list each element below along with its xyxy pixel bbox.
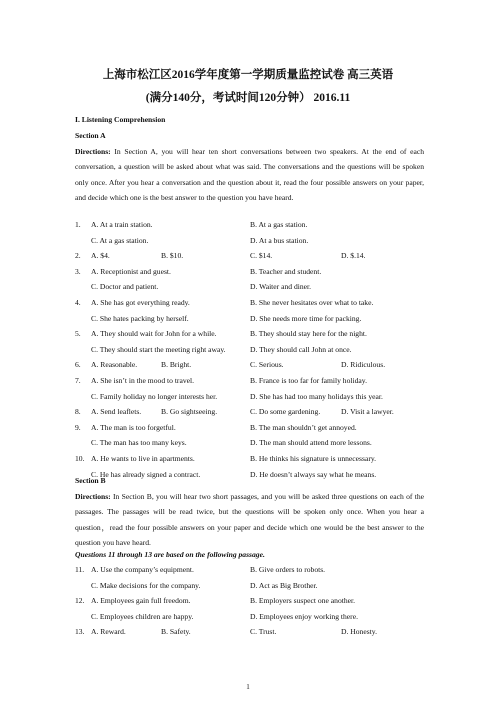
question-row [75, 581, 435, 593]
answer-option: B. Go sightseeing. [161, 407, 218, 417]
question-row [75, 407, 435, 419]
question-number: 7. [75, 376, 81, 385]
answer-option: A. Reward. [91, 627, 126, 637]
answer-option: D. Visit a lawyer. [341, 407, 394, 417]
question-number: 9. [75, 422, 81, 432]
answer-option: D. Act as Big Brother. [250, 580, 318, 590]
answer-option: B. Safety. [161, 627, 191, 637]
question-number: 5. [75, 329, 81, 339]
directions-b-text: In Section B, you will hear two short passages, and you will be asked three questions on each of the passages. The passages will be read twice, but the questions will be spoken only once. When you hear a question，read the four possible answers on your paper and decide which one would be the best answer to the question you have heard. [75, 492, 424, 547]
directions-b-label: Directions: [75, 492, 111, 501]
answer-option: A. Use the company’s equipment. [91, 565, 194, 574]
answer-option: D. Employees enjoy working there. [250, 611, 358, 621]
question-row [75, 470, 435, 482]
question-row [75, 345, 435, 357]
question-row [75, 454, 435, 466]
question-number: 8. [75, 407, 81, 417]
question-row [75, 612, 435, 624]
answer-option: B. $10. [161, 251, 184, 261]
part-heading: I. Listening Comprehension [75, 115, 166, 124]
answer-option: C. Family holiday no longer interests her. [91, 391, 218, 401]
question-number: 3. [75, 266, 81, 276]
answer-option: C. At a gas station. [91, 235, 149, 245]
answer-option: A. Employees gain full freedom. [91, 596, 191, 606]
answer-option: C. The man has too many keys. [91, 438, 187, 448]
question-number: 2. [75, 251, 81, 261]
directions-a [75, 144, 424, 205]
answer-option: A. The man is too forgetful. [91, 422, 176, 432]
answer-option: B. They should stay here for the night. [250, 329, 367, 339]
answer-option: A. Send leaflets. [91, 407, 142, 417]
answer-option: D. She has had too many holidays this year. [250, 391, 383, 401]
question-row [75, 220, 435, 232]
answer-option: D. The man should attend more lessons. [250, 438, 372, 448]
answer-option: C. Employees children are happy. [91, 611, 194, 621]
answer-option: C. Make decisions for the company. [91, 580, 201, 590]
question-row [75, 251, 435, 263]
question-row [75, 282, 435, 294]
answer-option: D. Honesty. [341, 627, 377, 637]
answer-option: B. The man shouldn’t get annoyed. [250, 422, 357, 432]
question-number: 11. [75, 565, 85, 574]
answer-option: B. Employers suspect one another. [250, 596, 356, 606]
question-row [75, 298, 435, 310]
page-number: 1 [246, 683, 250, 691]
section-a-heading: Section A [75, 131, 106, 140]
answer-option: B. She never hesitates over what to take. [250, 298, 374, 307]
directions-a-text: In Section A, you will hear ten short conversations between two speakers. At the end of each conversation, a question will be asked about what was said. The conversations and the questions will be spoken only once. After you hear a conversation and the question about it, read the four possible answers on your paper, and decide which one is the best answer to the question you have heard. [75, 147, 424, 202]
question-number: 12. [75, 596, 85, 606]
question-row [75, 314, 435, 326]
question-number: 10. [75, 454, 85, 463]
answer-option: C. Trust. [250, 627, 277, 637]
question-number: 4. [75, 298, 81, 307]
question-row [75, 329, 435, 341]
page-title: 上海市松江区2016学年度第一学期质量监控试卷 高三英语 [102, 69, 394, 81]
answer-option: C. Serious. [250, 360, 284, 370]
question-row [75, 596, 435, 608]
answer-option: A. She isn’t in the mood to travel. [91, 376, 194, 385]
answer-option: A. He wants to live in apartments. [91, 454, 195, 463]
answer-option: A. She has got everything ready. [91, 298, 190, 307]
answer-option: D. Ridiculous. [341, 360, 386, 370]
answer-option: A. $4. [91, 251, 110, 261]
question-row [75, 360, 435, 372]
answer-option: C. He has already signed a contract. [91, 469, 201, 479]
question-number: 13. [75, 627, 85, 637]
answer-option: D. At a bus station. [250, 235, 309, 245]
passage-note: Questions 11 through 13 are based on the following passage. [75, 550, 265, 559]
page-subtitle: (满分140分，考试时间120分钟） 2016.11 [145, 92, 351, 104]
answer-option: D. $.14. [341, 251, 366, 261]
answer-option: B. Teacher and student. [250, 266, 322, 276]
answer-option: A. Reasonable. [91, 360, 138, 370]
answer-option: A. They should wait for John for a while. [91, 329, 217, 339]
answer-option: D. She needs more time for packing. [250, 313, 362, 323]
answer-option: B. Give orders to robots. [250, 565, 326, 574]
question-row [75, 423, 435, 435]
answer-option: C. Do some gardening. [250, 407, 321, 417]
answer-option: D. Waiter and diner. [250, 282, 312, 292]
question-row [75, 267, 435, 279]
question-number: 6. [75, 360, 81, 370]
answer-option: C. Doctor and patient. [91, 282, 159, 292]
answer-option: C. She hates packing by herself. [91, 313, 189, 323]
question-row [75, 376, 435, 388]
answer-option: A. Receptionist and guest. [91, 266, 171, 276]
answer-option: D. He doesn’t always say what he means. [250, 469, 377, 479]
question-number: 1. [75, 220, 81, 229]
question-row [75, 565, 435, 577]
question-row [75, 392, 435, 404]
question-row [75, 236, 435, 248]
directions-a-label: Directions: [75, 147, 111, 156]
answer-option: A. At a train station. [91, 220, 153, 229]
answer-option: B. At a gas station. [250, 220, 308, 229]
answer-option: D. They should call John at once. [250, 344, 352, 354]
question-row [75, 438, 435, 450]
answer-option: B. France is too far for family holiday. [250, 376, 367, 385]
answer-option: B. Bright. [161, 360, 192, 370]
question-row [75, 627, 435, 639]
answer-option: C. They should start the meeting right away. [91, 344, 226, 354]
directions-b [75, 489, 424, 550]
answer-option: C. $14. [250, 251, 273, 261]
answer-option: B. He thinks his signature is unnecessary. [250, 454, 377, 463]
section-b-heading: Section B [75, 476, 106, 485]
